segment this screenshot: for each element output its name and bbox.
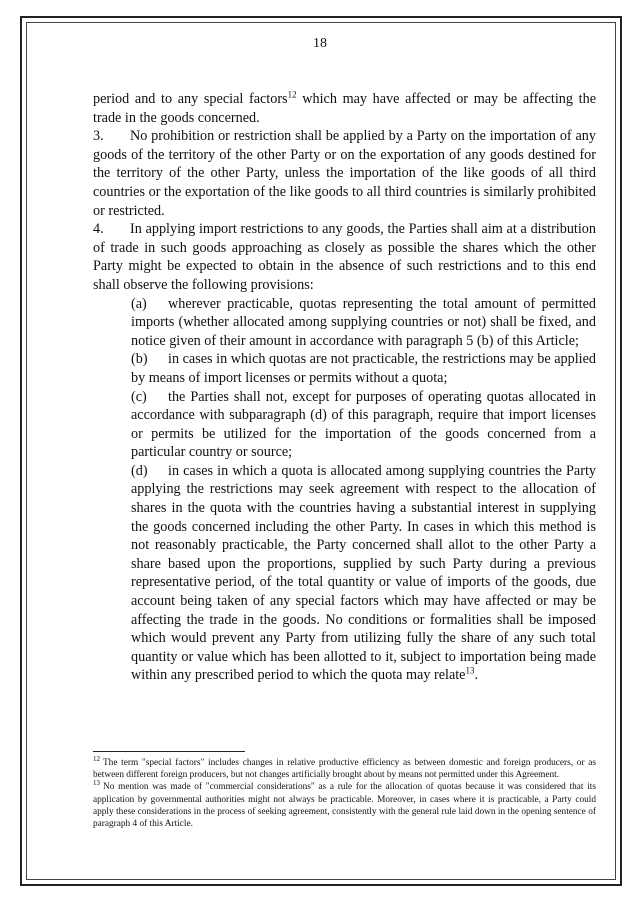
- footnote-mark-13: 13: [93, 779, 100, 788]
- footnote-13: [93, 781, 596, 830]
- page-number: 18: [313, 36, 327, 51]
- footnotes: [93, 754, 596, 830]
- subparagraph-d-end: .: [474, 667, 479, 684]
- subparagraph-d: [131, 462, 596, 685]
- subparagraph-a: [131, 295, 596, 351]
- subparagraph-label-a: (a): [131, 295, 147, 312]
- paragraph-number-3: 3.: [93, 128, 104, 145]
- footnote-separator: [93, 751, 245, 752]
- subparagraph-label-b: (b): [131, 351, 148, 368]
- subparagraph-b: [131, 350, 596, 387]
- paragraph-4-text: In applying import restrictions to any goods, the Parties shall aim at a distribution of trade in such goods approaching as closely as possible the shares which the other Party might be expected to obtain in the absence of such restrictions and to this end shall observe the following provisions:: [93, 221, 596, 293]
- paragraph-continuation-text-end: which may have affected or may be affecting the trade in the goods concerned.: [93, 91, 596, 126]
- paragraph-3-text: No prohibition or restriction shall be applied by a Party on the importation of any goods of the territory of the other Party or on the exportation of any goods destined for the territory of the other Party, unless the importation of the like goods of all third countries or the exportation of the like goods to all third countries is similarly prohibited or restricted.: [93, 128, 596, 219]
- paragraph-number-4: 4.: [93, 221, 104, 238]
- footnote-13-text: No mention was made of "commercial considerations" as a rule for the allocation of quotas because it was considered that its application by governmental authorities might not always be practicable. Moreover, in cases where it is practicable, a Party could apply these considerations in the process of seeking agreement, consistently with the general rule laid down in the opening sentence of paragraph 4 of this Article.: [93, 782, 596, 830]
- footnote-ref-12: 12: [287, 89, 297, 100]
- subparagraph-c-text: the Parties shall not, except for purposes of operating quotas allocated in accordance with subparagraph (d) of this paragraph, require that import licenses or permits be utilized for the importation of the goods concerned from a particular country or source;: [131, 388, 596, 461]
- document-body: [93, 90, 596, 685]
- paragraph-continuation-text: period and to any special factors: [93, 91, 288, 107]
- paragraph-3: [93, 127, 596, 220]
- paragraph-4: [93, 220, 596, 294]
- subparagraph-c: [131, 388, 596, 462]
- subparagraph-d-text: in cases in which a quota is allocated among supplying countries the Party applying the restrictions may seek agreement with respect to the allocation of shares in the quota with the countries having a substantial interest in supplying the goods concerned including the other Party. In cases in which this method is not reasonably practicable, the Party concerned shall allot to the other Party a share based upon the proportions, supplied by such Party during a previous representative period, of the total quantity or value of imports of the goods, due account being taken of any special factors which may have affected or may be affecting the trade in the goods. No conditions or formalities shall be imposed which would prevent any Party from utilizing fully the share of any such total quantity or value which has been allotted to it, subject to importation being made within any prescribed period to which the quota may relate: [131, 462, 596, 684]
- subparagraph-b-text: in cases in which quotas are not practicable, the restrictions may be applied by means of import licenses or permits without a quota;: [131, 351, 596, 386]
- footnote-12: [93, 754, 596, 781]
- subparagraph-label-d: (d): [131, 462, 148, 479]
- footnote-ref-13: 13: [465, 665, 475, 676]
- subparagraph-label-c: (c): [131, 388, 147, 405]
- paragraph-continuation: [93, 90, 596, 127]
- footnote-mark-12: 12: [93, 754, 100, 763]
- subparagraph-a-text: wherever practicable, quotas representing the total amount of permitted imports (whether allocated among supplying countries or not) shall be fixed, and notice given of their amount in accordance with paragraph 5 (b) of this Article;: [131, 295, 596, 349]
- footnote-12-text: The term "special factors" includes changes in relative productive efficiency as between domestic and foreign producers, or as between different foreign producers, but not changes artificially brought about by means not permitted under this Agreement.: [93, 758, 596, 781]
